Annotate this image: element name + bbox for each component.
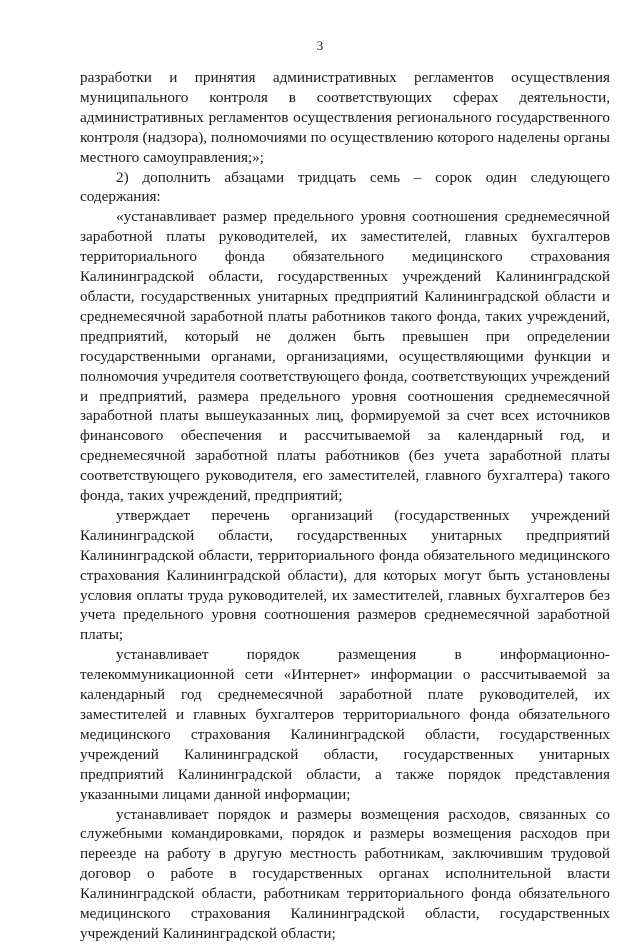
page-number: 3 — [316, 38, 324, 53]
document-body — [80, 68, 610, 944]
paragraph: разработки и принятия административных регламентов осуществления муниципального контроля в соответствующих сферах деятельности, административных регламентов осуществления регионального государственного контроля (надзора), полномочиями по осуществлению которого наделены органы местного самоуправления;»; — [80, 69, 610, 166]
paragraph: устанавливает порядок размещения в информационно-телекоммуникационной сети «Интернет» информации о рассчитываемой за календарный год среднемесячной заработной плате руководителей, их заместителей и главных бухгалтеров территориального фонда обязательного медицинского страхования Калининградской области, государственных учреждений Калининградской области, государственных унитарных предприятий Калининградской области, а также порядок представления указанными лицами данной информации; — [80, 646, 610, 803]
paragraph: «устанавливает размер предельного уровня соотношения среднемесячной заработной платы руководителей, их заместителей, главных бухгалтеров территориального фонда обязательного медицинского страхования Калининградской области, государственных учреждений Калининградской области, государственных унитарных предприятий Калининградской области и среднемесячной заработной платы работников такого фонда, таких учреждений, предприятий, который не должен быть превышен при определении государственными органами, организациями, осуществляющими функции и полномочия учредителя соответствующего фонда, соответствующих учреждений и предприятий, размера предельного уровня соотношения среднемесячной заработной платы вышеуказанных лиц, формируемой за счет всех источников финансового обеспечения и рассчитываемой за календарный год, и среднемесячной заработной платы работников (без учета заработной платы соответствующего руководителя, его заместителей, главного бухгалтера) такого фонда, таких учреждений, предприятий; — [80, 208, 610, 505]
paragraph: утверждает перечень организаций (государственных учреждений Калининградской области, государственных унитарных предприятий Калининградской области, территориального фонда обязательного медицинского страхования Калининградской области), для которых могут быть установлены условия оплаты труда руководителей, их заместителей, главных бухгалтеров без учета предельного уровня соотношения размеров среднемесячной заработной платы; — [80, 506, 610, 644]
paragraph: устанавливает порядок и размеры возмещения расходов, связанных со служебными командировками, порядок и размеры возмещения расходов при переезде на работу в другую местность работникам, заключившим трудовой договор о работе в государственных органах исполнительной власти Калининградской области, работникам территориального фонда обязательного медицинского страхования Калининградской области, государственных учреждений Калининградской области; — [80, 805, 610, 942]
paragraph: 2) дополнить абзацами тридцать семь – сорок один следующего содержания: — [80, 168, 610, 206]
